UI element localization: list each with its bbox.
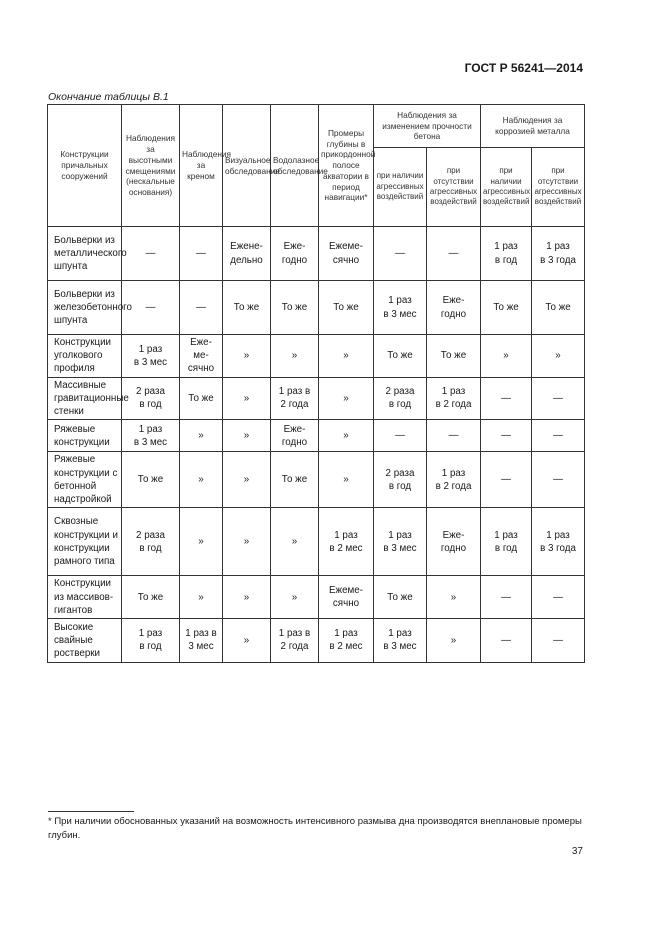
table-row xyxy=(48,335,585,378)
table-cell: — xyxy=(122,227,180,281)
table-cell: Еже- годно xyxy=(427,281,481,335)
page-number: 37 xyxy=(571,846,583,857)
table-cell: То же xyxy=(122,576,180,619)
table-cell: — xyxy=(427,227,481,281)
table-cell: » xyxy=(180,508,223,576)
table-cell: — xyxy=(532,452,585,508)
row-construction-name: Больверки из металлического шпунта xyxy=(48,227,122,281)
subheader-concrete-aggressive: при наличии агрессивных воздействий xyxy=(374,148,427,227)
row-construction-name: Массивные гравитационные стенки xyxy=(48,377,122,420)
table-cell: 1 раз в год xyxy=(481,508,532,576)
table-cell: » xyxy=(223,377,271,420)
row-construction-name: Конструкции из массивов-гигантов xyxy=(48,576,122,619)
table-cell: » xyxy=(223,618,271,662)
table-cell: — xyxy=(532,420,585,452)
table-caption: Окончание таблицы В.1 xyxy=(48,91,169,103)
table-cell: — xyxy=(122,281,180,335)
table-cell: » xyxy=(271,508,319,576)
table-cell: 1 раз в 2 года xyxy=(271,377,319,420)
row-construction-name: Конструкции уголкового профиля xyxy=(48,335,122,378)
table-cell: » xyxy=(223,508,271,576)
table-cell: — xyxy=(180,281,223,335)
table-row xyxy=(48,377,585,420)
table-cell: 1 раз в 2 мес xyxy=(319,508,374,576)
table-cell: 2 раза в год xyxy=(374,377,427,420)
table-cell: То же xyxy=(271,281,319,335)
table-cell: — xyxy=(532,618,585,662)
table-cell: — xyxy=(427,420,481,452)
row-construction-name: Сквозные конструкции и конструкции рамного типа xyxy=(48,508,122,576)
inspection-schedule-table xyxy=(47,104,585,663)
table-cell: — xyxy=(481,420,532,452)
header-visual-inspection: Визуальное обследование xyxy=(223,105,271,227)
table-cell: 1 раз в 2 года xyxy=(427,377,481,420)
table-cell: 1 раз в 3 мес xyxy=(374,281,427,335)
footnote: * При наличии обоснованных указаний на возможность интенсивного размыва дна производятся внеплановые промеры глубин. xyxy=(48,816,582,841)
table-cell: То же xyxy=(427,335,481,378)
table-cell: — xyxy=(481,377,532,420)
table-cell: — xyxy=(481,452,532,508)
header-underwater-inspection: Водолазное обследование xyxy=(271,105,319,227)
subheader-metal-aggressive: при наличии агрессивных воздействий xyxy=(481,148,532,227)
table-cell: 1 раз в 3 мес xyxy=(374,618,427,662)
subheader-concrete-non-aggressive: при отсутствии агрессивных воздействий xyxy=(427,148,481,227)
table-cell: Еже- годно xyxy=(271,420,319,452)
footnote-divider xyxy=(48,811,134,812)
table-cell: — xyxy=(532,576,585,619)
table-cell: — xyxy=(180,227,223,281)
table-cell: » xyxy=(180,420,223,452)
table-cell: — xyxy=(481,576,532,619)
table-cell: 1 раз в 3 мес xyxy=(122,420,180,452)
table-cell: 2 раза в год xyxy=(122,377,180,420)
header-construction: Конструкции причальных сооружений xyxy=(48,105,122,227)
document-standard-number: ГОСТ Р 56241—2014 xyxy=(464,61,583,75)
table-row xyxy=(48,508,585,576)
table-row xyxy=(48,576,585,619)
table-cell: Ежеме- сячно xyxy=(319,576,374,619)
table-cell: — xyxy=(481,618,532,662)
table-cell: 1 раз в 3 мес xyxy=(180,618,223,662)
table-cell: » xyxy=(532,335,585,378)
table-cell: » xyxy=(223,576,271,619)
row-construction-name: Ряжевые конструкции xyxy=(48,420,122,452)
table-cell: Еже- годно xyxy=(271,227,319,281)
table-body xyxy=(48,227,585,663)
table-cell: То же xyxy=(374,335,427,378)
header-depth-measurement: Промеры глубины в прикордонной полосе акватории в период навигации* xyxy=(319,105,374,227)
header-tilt-observation: Наблюдения за креном xyxy=(180,105,223,227)
table-cell: » xyxy=(427,576,481,619)
table-cell: » xyxy=(319,452,374,508)
table-cell: 1 раз в 3 мес xyxy=(374,508,427,576)
table-cell: Еже- годно xyxy=(427,508,481,576)
table-cell: Ежене- дельно xyxy=(223,227,271,281)
table-cell: » xyxy=(223,452,271,508)
subheader-metal-non-aggressive: при отсутствии агрессивных воздействий xyxy=(532,148,585,227)
header-group-concrete: Наблюдения за изменением прочности бетона xyxy=(374,105,481,148)
table-cell: » xyxy=(223,420,271,452)
table-cell: » xyxy=(481,335,532,378)
table-cell: 1 раз в 3 мес xyxy=(122,335,180,378)
table-cell: То же xyxy=(122,452,180,508)
table-cell: — xyxy=(532,377,585,420)
table-cell: 1 раз в год xyxy=(122,618,180,662)
row-construction-name: Высокие свайные ростверки xyxy=(48,618,122,662)
table-cell: » xyxy=(319,377,374,420)
table-cell: — xyxy=(374,227,427,281)
table-cell: » xyxy=(271,335,319,378)
table-cell: 1 раз в 2 года xyxy=(427,452,481,508)
table-cell: То же xyxy=(481,281,532,335)
table-cell: То же xyxy=(271,452,319,508)
table-row xyxy=(48,281,585,335)
table-cell: То же xyxy=(532,281,585,335)
table-cell: Еже- ме- сячно xyxy=(180,335,223,378)
table-cell: 1 раз в 3 года xyxy=(532,227,585,281)
table-cell: » xyxy=(180,576,223,619)
header-displacement-observation: Наблюдения за высотными смещениями (нескальные основания) xyxy=(122,105,180,227)
table-cell: 2 раза в год xyxy=(374,452,427,508)
table-cell: — xyxy=(374,420,427,452)
table-cell: » xyxy=(180,452,223,508)
row-construction-name: Больверки из железобетонного шпунта xyxy=(48,281,122,335)
table-cell: То же xyxy=(374,576,427,619)
table-cell: То же xyxy=(180,377,223,420)
table-row xyxy=(48,452,585,508)
table-cell: » xyxy=(223,335,271,378)
table-row xyxy=(48,618,585,662)
table-cell: 1 раз в 2 года xyxy=(271,618,319,662)
table-cell: » xyxy=(271,576,319,619)
table-cell: Ежеме- сячно xyxy=(319,227,374,281)
table-cell: То же xyxy=(223,281,271,335)
table-cell: » xyxy=(427,618,481,662)
table-cell: 1 раз в год xyxy=(481,227,532,281)
table-row xyxy=(48,227,585,281)
table-cell: 1 раз в 2 мес xyxy=(319,618,374,662)
table-cell: 2 раза в год xyxy=(122,508,180,576)
table-cell: » xyxy=(319,420,374,452)
table-cell: 1 раз в 3 года xyxy=(532,508,585,576)
row-construction-name: Ряжевые конструкции с бетонной надстройкой xyxy=(48,452,122,508)
table-cell: » xyxy=(319,335,374,378)
header-group-metal: Наблюдения за коррозией металла xyxy=(481,105,585,148)
table-row xyxy=(48,420,585,452)
table-cell: То же xyxy=(319,281,374,335)
